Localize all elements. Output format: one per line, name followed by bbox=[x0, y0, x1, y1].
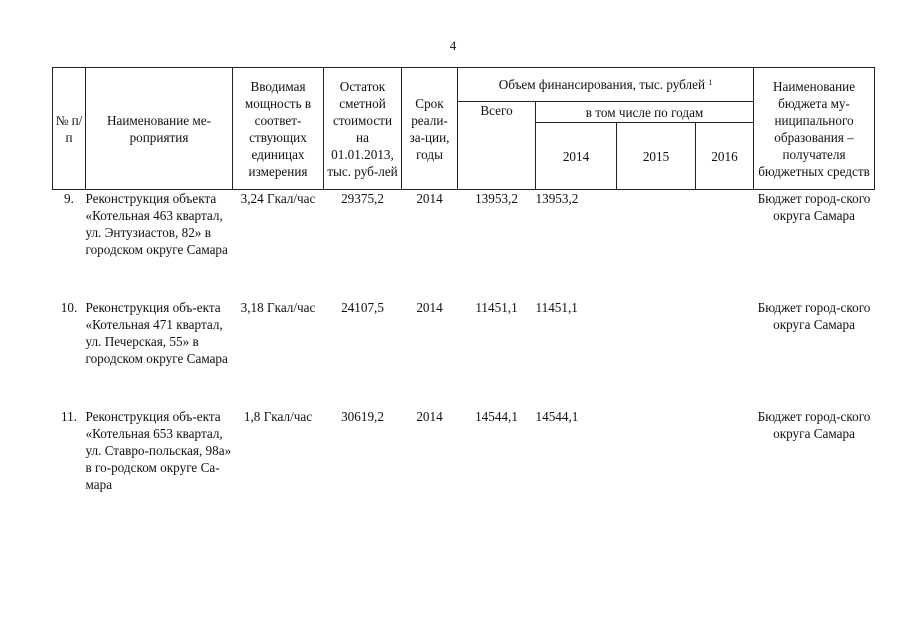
row-total: 14544,1 bbox=[475, 409, 518, 424]
header-financing-footnote: 1 bbox=[708, 78, 713, 87]
row-year-2015 bbox=[617, 408, 696, 508]
row-budget: Бюджет город-ского округа Самара bbox=[757, 409, 871, 441]
row-term: 2014 bbox=[416, 191, 443, 206]
row-year-2016 bbox=[696, 299, 754, 408]
row-cost: 29375,2 bbox=[341, 191, 384, 206]
header-budget: Наименование бюджета му-ниципального образования – получателя бюджетных средств bbox=[754, 68, 875, 190]
header-num: № п/п bbox=[53, 68, 86, 190]
row-cost: 30619,2 bbox=[341, 409, 384, 424]
row-power: 3,24 Гкал/час bbox=[240, 191, 316, 206]
row-num: 9. bbox=[64, 191, 74, 206]
header-name: Наименование ме-роприятия bbox=[86, 68, 233, 190]
row-year-2016 bbox=[696, 190, 754, 300]
row-year-2014: 13953,2 bbox=[535, 191, 579, 206]
row-budget: Бюджет город-ского округа Самара bbox=[757, 191, 871, 223]
table-row bbox=[53, 408, 875, 508]
row-term: 2014 bbox=[416, 300, 443, 315]
header-cost: Остаток сметной стоимости на 01.01.2013, тыс. руб-лей bbox=[324, 68, 402, 190]
row-cost: 24107,5 bbox=[341, 300, 384, 315]
row-year-2014: 14544,1 bbox=[535, 409, 579, 424]
header-year-2014: 2014 bbox=[536, 123, 617, 190]
row-total: 13953,2 bbox=[475, 191, 518, 206]
row-name: Реконструкция объекта «Котельная 463 квартал, ул. Энтузиастов, 82» в городском округе Самара bbox=[85, 191, 228, 257]
financing-table bbox=[52, 67, 875, 508]
table-row bbox=[53, 299, 875, 408]
row-year-2015 bbox=[617, 190, 696, 300]
row-budget: Бюджет город-ского округа Самара bbox=[757, 300, 871, 332]
header-power: Вводимая мощность в соответ-ствующих единицах измерения bbox=[233, 68, 324, 190]
row-num: 11. bbox=[61, 409, 77, 424]
header-year-2015: 2015 bbox=[617, 123, 696, 190]
row-total: 11451,1 bbox=[475, 300, 518, 315]
header-total: Всего bbox=[458, 102, 536, 190]
row-year-2016 bbox=[696, 408, 754, 508]
header-year-2016: 2016 bbox=[696, 123, 754, 190]
row-year-2015 bbox=[617, 299, 696, 408]
row-num: 10. bbox=[60, 300, 78, 315]
header-by-years: в том числе по годам bbox=[536, 102, 754, 123]
row-year-2014: 11451,1 bbox=[535, 300, 578, 315]
row-name: Реконструкция объ-екта «Котельная 653 квартал, ул. Ставро-польская, 98а» в го-родском округе Са-мара bbox=[85, 409, 232, 492]
header-term: Срок реали-за-ции, годы bbox=[402, 68, 458, 190]
row-name: Реконструкция объ-екта «Котельная 471 квартал, ул. Печерская, 55» в городском округе Самара bbox=[85, 300, 228, 366]
page-number: 4 bbox=[449, 38, 457, 53]
row-term: 2014 bbox=[416, 409, 443, 424]
header-financing-label: Объем финансирования, тыс. рублей bbox=[498, 77, 706, 92]
header-financing bbox=[458, 68, 754, 102]
row-power: 1,8 Гкал/час bbox=[243, 409, 313, 424]
row-power: 3,18 Гкал/час bbox=[240, 300, 316, 315]
table-row bbox=[53, 190, 875, 300]
